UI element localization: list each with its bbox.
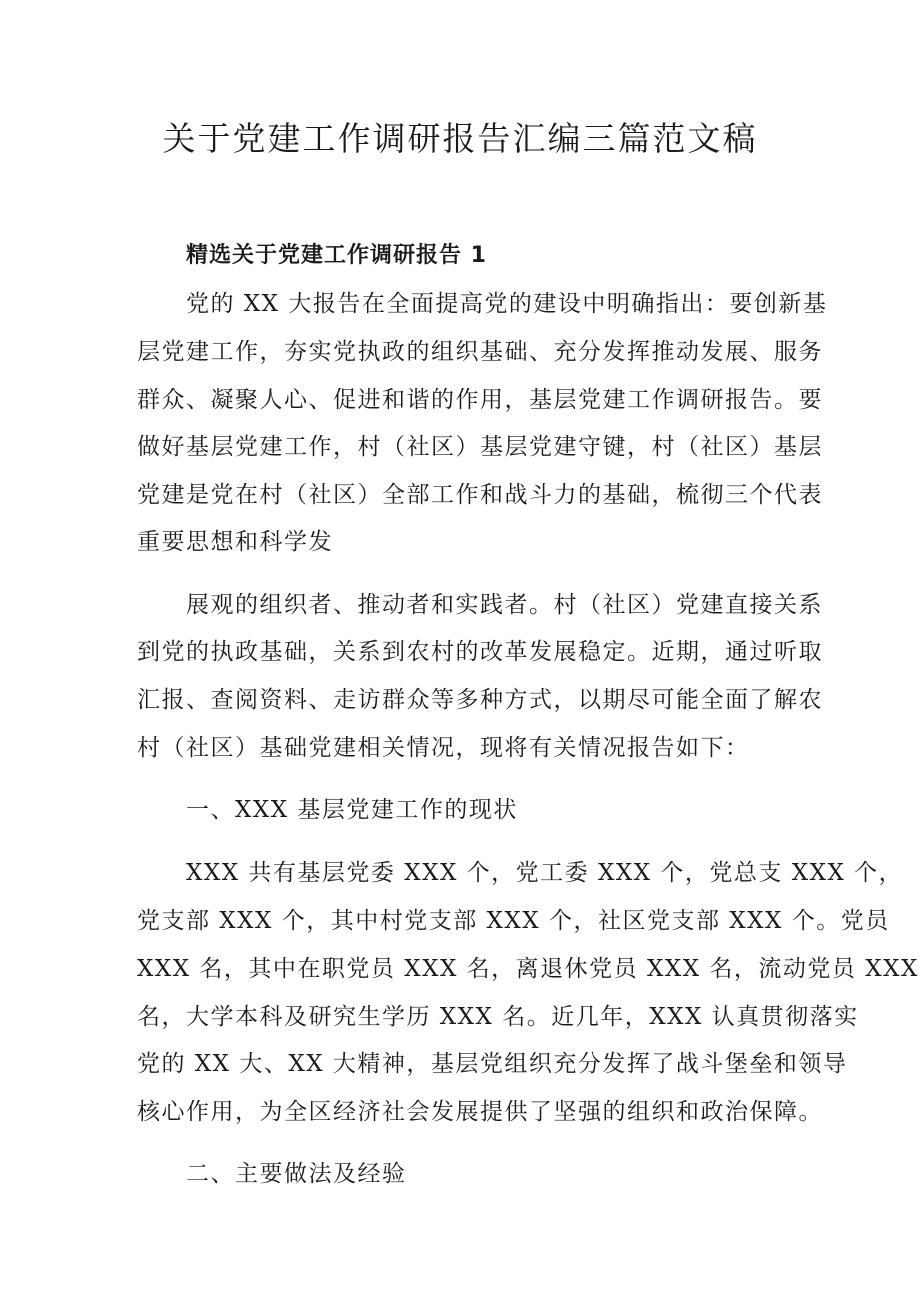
- subheading-line: 二、主要做法及经验: [186, 1161, 407, 1187]
- paragraph-line: XXX 名，其中在职党员 XXX 名，离退休党员 XXX 名，流动党员 XXX: [137, 956, 919, 982]
- paragraph-line: 到党的执政基础，关系到农村的改革发展稳定。近期，通过听取: [137, 639, 823, 665]
- paragraph-line: 党的 XX 大报告在全面提高党的建设中明确指出：要创新基: [186, 291, 828, 317]
- paragraph-line: 汇报、查阅资料、走访群众等多种方式，以期尽可能全面了解农: [137, 687, 823, 713]
- paragraph-line: 党支部 XXX 个，其中村党支部 XXX 个，社区党支部 XXX 个。党员: [137, 908, 890, 934]
- paragraph-line: 名，大学本科及研究生学历 XXX 名。近几年，XXX 认真贯彻落实: [137, 1004, 859, 1030]
- document-title: 关于党建工作调研报告汇编三篇范文稿: [162, 119, 758, 158]
- paragraph-line: 层党建工作，夯实党执政的组织基础、充分发挥推动发展、服务: [137, 339, 823, 365]
- subheading-line: 一、XXX 基层党建工作的现状: [186, 797, 518, 823]
- section-heading: 精选关于党建工作调研报告 1: [186, 243, 487, 268]
- paragraph-line: 党的 XX 大、XX 大精神，基层党组织充分发挥了战斗堡垒和领导: [137, 1051, 848, 1077]
- paragraph-line: 群众、凝聚人心、促进和谐的作用，基层党建工作调研报告。要: [137, 387, 823, 413]
- paragraph-line: 村（社区）基础党建相关情况，现将有关情况报告如下：: [137, 735, 750, 761]
- paragraph-line: 重要思想和科学发: [137, 529, 333, 555]
- paragraph-line: XXX 共有基层党委 XXX 个，党工委 XXX 个，党总支 XXX 个，: [186, 860, 904, 886]
- paragraph-line: 展观的组织者、推动者和实践者。村（社区）党建直接关系: [186, 592, 823, 618]
- paragraph-line: 做好基层党建工作，村（社区）基层党建守键，村（社区）基层: [137, 434, 823, 460]
- paragraph-line: 党建是党在村（社区）全部工作和战斗力的基础，梳彻三个代表: [137, 482, 823, 508]
- paragraph-line: 核心作用，为全区经济社会发展提供了坚强的组织和政治保障。: [137, 1099, 823, 1125]
